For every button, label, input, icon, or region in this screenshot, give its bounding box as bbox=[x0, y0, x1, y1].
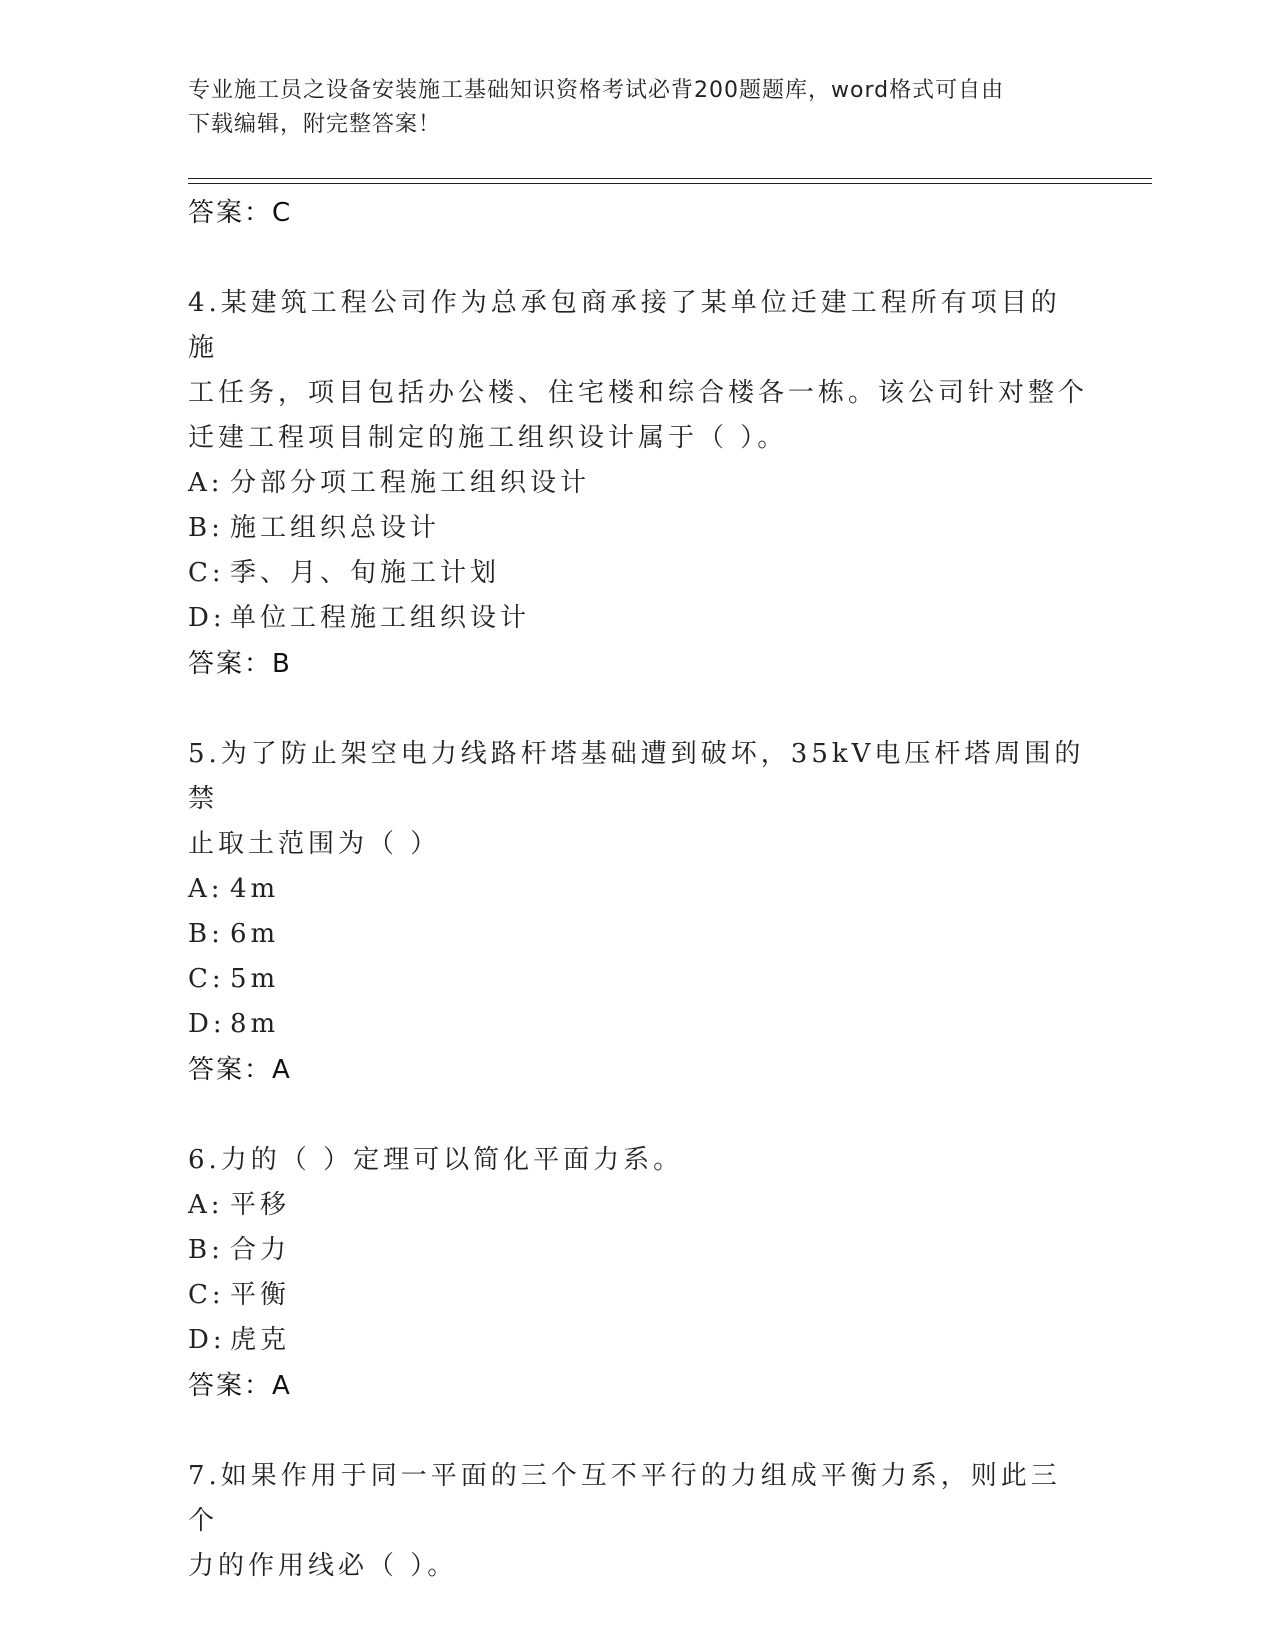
option-label: D: bbox=[188, 1325, 226, 1355]
option-text: 合力 bbox=[230, 1235, 291, 1265]
header-line-2: 下载编辑，附完整答案！ bbox=[188, 112, 442, 137]
option-d bbox=[188, 1002, 1088, 1047]
option-a bbox=[188, 1183, 1088, 1228]
option-c bbox=[188, 551, 1088, 596]
option-label: B: bbox=[188, 1235, 224, 1265]
option-text: 虎克 bbox=[230, 1325, 291, 1355]
question-text-line: 迁建工程项目制定的施工组织设计属于（ ）。 bbox=[188, 423, 788, 453]
option-label: D: bbox=[188, 1009, 226, 1039]
option-b bbox=[188, 912, 1088, 957]
option-text: 施工组织总设计 bbox=[230, 513, 441, 543]
option-text: 6m bbox=[230, 919, 280, 949]
option-c bbox=[188, 1273, 1088, 1318]
option-label: A: bbox=[188, 1190, 224, 1220]
option-c bbox=[188, 957, 1088, 1002]
question-text-line: 止取土范围为（ ） bbox=[188, 829, 441, 859]
option-label: B: bbox=[188, 919, 224, 949]
page-header bbox=[188, 74, 1068, 142]
header-divider-top bbox=[188, 178, 1152, 179]
option-d bbox=[188, 1318, 1088, 1363]
question-7 bbox=[188, 1454, 1088, 1589]
question-5 bbox=[188, 732, 1088, 1093]
option-text: 8m bbox=[230, 1009, 280, 1039]
option-text: 季、月、旬施工计划 bbox=[230, 558, 501, 588]
option-text: 5m bbox=[230, 964, 280, 994]
option-d bbox=[188, 596, 1088, 641]
question-text-line: 力的作用线必（ ）。 bbox=[188, 1551, 458, 1581]
option-label: C: bbox=[188, 964, 225, 994]
option-text: 平移 bbox=[230, 1190, 291, 1220]
answer: 答案：A bbox=[188, 1055, 292, 1085]
question-text-line: 6.力的（ ）定理可以简化平面力系。 bbox=[188, 1145, 684, 1175]
option-text: 分部分项工程施工组织设计 bbox=[230, 468, 591, 498]
option-label: D: bbox=[188, 603, 226, 633]
option-label: B: bbox=[188, 513, 224, 543]
question-list bbox=[188, 190, 1088, 1589]
option-text: 单位工程施工组织设计 bbox=[230, 603, 531, 633]
option-label: C: bbox=[188, 558, 225, 588]
question-text-line: 4.某建筑工程公司作为总承包商承接了某单位迁建工程所有项目的施 bbox=[188, 288, 1061, 363]
header-divider-bottom bbox=[188, 183, 1152, 184]
option-label: A: bbox=[188, 468, 224, 498]
question-6 bbox=[188, 1138, 1088, 1409]
option-text: 平衡 bbox=[230, 1280, 291, 1310]
question-4 bbox=[188, 281, 1088, 687]
answer: 答案：B bbox=[188, 649, 292, 679]
question-text-line: 5.为了防止架空电力线路杆塔基础遭到破坏，35kV电压杆塔周围的禁 bbox=[188, 739, 1085, 814]
header-line-1: 专业施工员之设备安装施工基础知识资格考试必背200题题库，word格式可自由 bbox=[188, 78, 1005, 103]
option-label: A: bbox=[188, 874, 224, 904]
question-text-line: 工任务，项目包括办公楼、住宅楼和综合楼各一栋。该公司针对整个 bbox=[188, 378, 1089, 408]
question-text-line: 7.如果作用于同一平面的三个互不平行的力组成平衡力系，则此三个 bbox=[188, 1461, 1061, 1536]
option-a bbox=[188, 461, 1088, 506]
previous-answer: 答案：C bbox=[188, 198, 293, 228]
option-a bbox=[188, 867, 1088, 912]
answer: 答案：A bbox=[188, 1371, 292, 1401]
option-text: 4m bbox=[230, 874, 280, 904]
option-b bbox=[188, 1228, 1088, 1273]
option-label: C: bbox=[188, 1280, 225, 1310]
option-b bbox=[188, 506, 1088, 551]
